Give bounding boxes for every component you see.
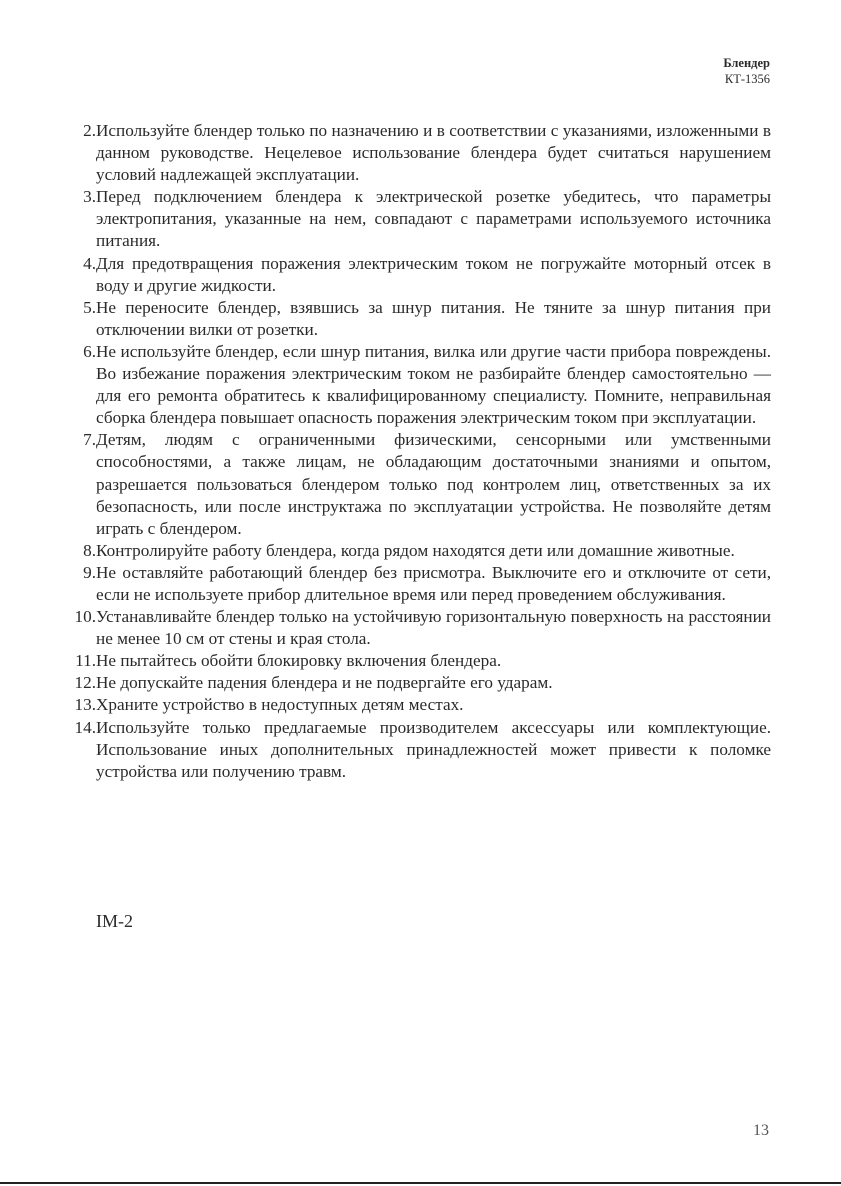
list-item-text: Не допускайте падения блендера и не подвергайте его ударам. <box>96 673 553 693</box>
list-item-text: Не используйте блендер, если шнур питания, вилка или другие части прибора повреждены. Во избежание поражения электрическим током не разбирайте блендер самостоятельно — для его ремонта обратитесь к квалифицированному специалисту. Помните, неправильная сборка блендера повышает опасность поражения электрическим током при эксплуатации. <box>96 341 771 428</box>
list-item <box>60 186 771 252</box>
list-item <box>60 120 771 186</box>
page-number: 13 <box>753 1122 769 1139</box>
list-item-text: Перед подключением блендера к электрической розетке убедитесь, что параметры электропитания, указанные на нем, совпадают с параметрами используемого источника питания. <box>96 187 771 251</box>
list-item-number: 12. <box>74 673 96 693</box>
list-item-text: Контролируйте работу блендера, когда рядом находятся дети или домашние животные. <box>96 540 735 560</box>
bottom-divider <box>0 1182 841 1184</box>
list-item <box>60 540 771 562</box>
list-item-text: Храните устройство в недоступных детям местах. <box>96 695 464 715</box>
list-item <box>60 672 771 694</box>
list-item-text: Используйте только предлагаемые производителем аксессуары или комплектующие. Использование иных дополнительных принадлежностей может привести к поломке устройства или получению травм. <box>96 717 771 781</box>
list-item <box>60 606 771 650</box>
list-item-text: Не оставляйте работающий блендер без присмотра. Выключите его и отключите от сети, если не используете прибор длительное время или перед проведением обслуживания. <box>96 562 771 604</box>
header-product-name: Блендер <box>723 56 770 70</box>
document-code: IM-2 <box>96 911 133 931</box>
list-item <box>60 341 771 429</box>
list-item-number: 3. <box>83 187 96 207</box>
list-item-number: 4. <box>83 253 96 273</box>
list-item-number: 2. <box>83 121 96 140</box>
list-item-text: Детям, людям с ограниченными физическими, сенсорными или умственными способностями, а также лицам, не обладающим достаточными знаниями и опытом, разрешается пользоваться блендером только под контролем лиц, ответственных за их безопасность, или после инструктажа по эксплуатации устройства. Не позволяйте детям играть с блендером. <box>96 430 771 538</box>
safety-rules-list <box>60 120 771 783</box>
list-item-number: 10. <box>74 607 96 627</box>
list-item-number: 14. <box>74 717 96 737</box>
list-item-text: Устанавливайте блендер только на устойчивую горизонтальную поверхность на расстоянии не менее 10 см от стены и края стола. <box>96 607 771 649</box>
list-item-number: 9. <box>83 562 96 582</box>
list-item <box>60 562 771 606</box>
list-item <box>60 297 771 341</box>
list-item <box>60 717 771 783</box>
list-item-number: 6. <box>83 341 96 361</box>
list-item-number: 11. <box>75 651 96 671</box>
list-item <box>60 429 771 539</box>
list-item-number: 8. <box>83 540 96 560</box>
list-item-text: Не пытайтесь обойти блокировку включения блендера. <box>96 651 502 671</box>
list-item-text: Используйте блендер только по назначению и в соответствии с указаниями, изложенными в данном руководстве. Нецелевое использование блендера будет считаться нарушением условий надлежащей эксплуатации. <box>96 121 771 185</box>
list-item-text: Не переносите блендер, взявшись за шнур питания. Не тяните за шнур питания при отключении вилки от розетки. <box>96 297 771 339</box>
list-item <box>60 694 771 716</box>
list-item-number: 13. <box>74 695 96 715</box>
list-item <box>60 253 771 297</box>
list-item-number: 7. <box>83 430 96 450</box>
header-model-number: КТ-1356 <box>724 72 770 86</box>
list-item <box>60 650 771 672</box>
list-item-number: 5. <box>83 297 96 317</box>
page-header <box>723 55 770 87</box>
list-item-text: Для предотвращения поражения электрическим током не погружайте моторный отсек в воду и другие жидкости. <box>96 253 771 295</box>
